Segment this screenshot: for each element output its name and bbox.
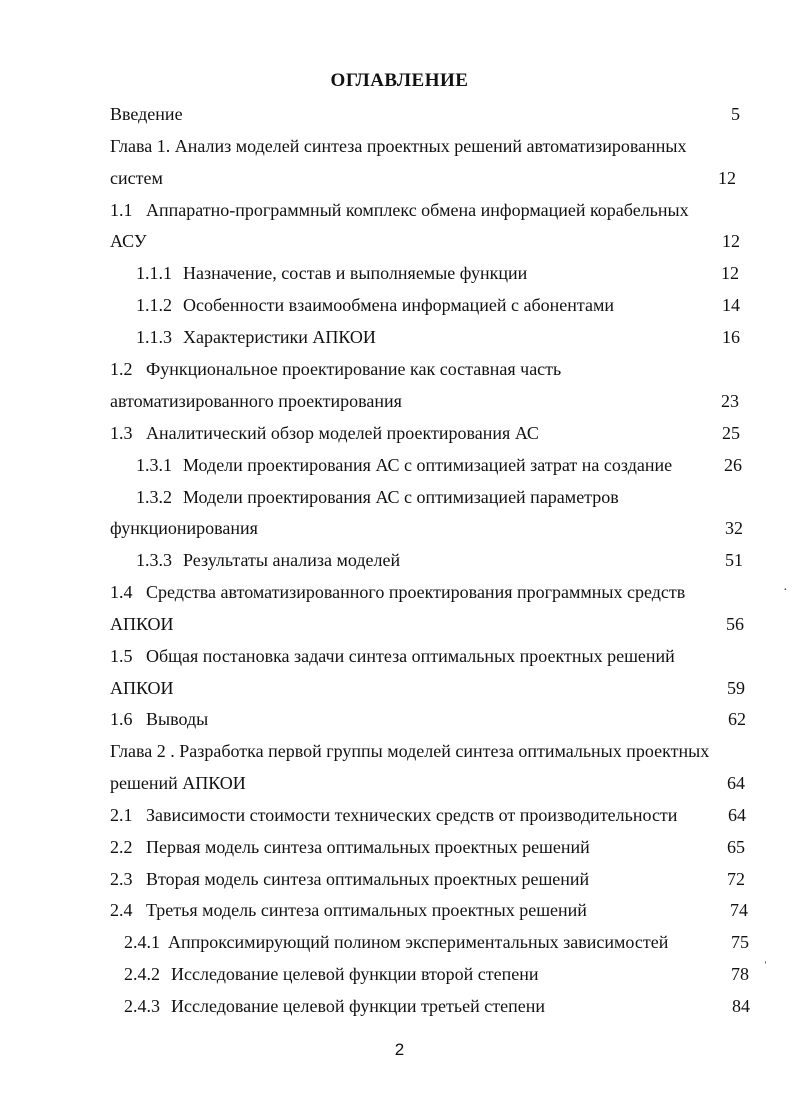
toc-title: ОГЛАВЛЕНИЕ bbox=[330, 70, 469, 91]
toc-entry: 2.2 Первая модель синтеза оптимальных проектных решений bbox=[110, 837, 590, 857]
toc-entry: 1.6 Выводы bbox=[110, 709, 209, 729]
toc-entry: АСУ bbox=[110, 231, 147, 251]
toc-page-number: 62 bbox=[728, 709, 746, 729]
toc-page-number: 56 bbox=[726, 614, 744, 634]
toc-entry: 1.5 Общая постановка задачи синтеза оптимальных проектных решений bbox=[110, 646, 675, 666]
toc-entry: 1.1.3 Характеристики АПКОИ bbox=[136, 327, 376, 347]
scan-speck: ˈ bbox=[763, 960, 768, 975]
toc-entry: систем bbox=[110, 168, 163, 188]
toc-entry: Глава 2 . Разработка первой группы моделей синтеза оптимальных проектных bbox=[110, 741, 710, 761]
toc-entry: 1.3.3 Результаты анализа моделей bbox=[136, 550, 401, 570]
toc-page-number: 25 bbox=[722, 423, 740, 443]
toc-entry: 1.3 Аналитический обзор моделей проектирования АС bbox=[110, 423, 539, 443]
toc-entry: Введение bbox=[110, 104, 183, 124]
toc-page-number: 51 bbox=[725, 550, 743, 570]
toc-entry: функционирования bbox=[110, 518, 258, 538]
toc-entry: 1.2 Функциональное проектирование как составная часть bbox=[110, 359, 562, 379]
toc-entry: 1.3.1 Модели проектирования АС с оптимизацией затрат на создание bbox=[136, 455, 673, 475]
toc-entry: 1.1 Аппаратно-программный комплекс обмена информацией корабельных bbox=[110, 200, 689, 220]
toc-entry: 2.4.3 Исследование целевой функции третьей степени bbox=[124, 996, 545, 1016]
toc-page-number: 12 bbox=[718, 168, 736, 188]
toc-page-number: 84 bbox=[732, 996, 750, 1016]
toc-page-number: 23 bbox=[721, 391, 739, 411]
toc-entry: решений АПКОИ bbox=[110, 773, 246, 793]
toc-entry: Глава 1. Анализ моделей синтеза проектных решений автоматизированных bbox=[110, 136, 687, 156]
toc-page-number: 64 bbox=[727, 773, 745, 793]
toc-entry: 1.3.2 Модели проектирования АС с оптимизацией параметров bbox=[136, 487, 619, 507]
toc-entry: автоматизированного проектирования bbox=[110, 391, 402, 411]
toc-page-number: 74 bbox=[730, 900, 748, 920]
page-number-footer: 2 bbox=[394, 1040, 405, 1059]
toc-page-number: 16 bbox=[722, 327, 740, 347]
toc-page-number: 26 bbox=[724, 455, 742, 475]
toc-page-number: 78 bbox=[731, 964, 749, 984]
toc-entry: 2.1 Зависимости стоимости технических средств от производительности bbox=[110, 805, 678, 825]
toc-page-number: 64 bbox=[728, 805, 746, 825]
toc-page-number: 5 bbox=[731, 104, 740, 124]
toc-entry: 2.4.1 Аппроксимирующий полином экспериментальных зависимостей bbox=[124, 932, 669, 952]
toc-page-number: 72 bbox=[727, 869, 745, 889]
toc-page-number: 14 bbox=[722, 295, 740, 315]
toc-entry: 2.4.2 Исследование целевой функции второй степени bbox=[124, 964, 539, 984]
toc-entry: 2.4 Третья модель синтеза оптимальных проектных решений bbox=[110, 900, 587, 920]
toc-page-number: 32 bbox=[725, 518, 743, 538]
toc-page-number: 75 bbox=[731, 932, 749, 952]
toc-page-number: 12 bbox=[722, 231, 740, 251]
scan-speck: · bbox=[783, 583, 788, 598]
toc-page-number: 59 bbox=[727, 678, 745, 698]
toc-entry: 1.1.1 Назначение, состав и выполняемые функции bbox=[136, 263, 528, 283]
toc-entry: АПКОИ bbox=[110, 614, 174, 634]
toc-entry: 1.1.2 Особенности взаимообмена информацией с абонентами bbox=[136, 295, 614, 315]
toc-entry: 1.4 Средства автоматизированного проектирования программных средств bbox=[110, 582, 686, 602]
toc-page-number: 12 bbox=[721, 263, 739, 283]
toc-page-number: 65 bbox=[727, 837, 745, 857]
toc-entry: АПКОИ bbox=[110, 678, 174, 698]
toc-entry: 2.3 Вторая модель синтеза оптимальных проектных решений bbox=[110, 869, 590, 889]
